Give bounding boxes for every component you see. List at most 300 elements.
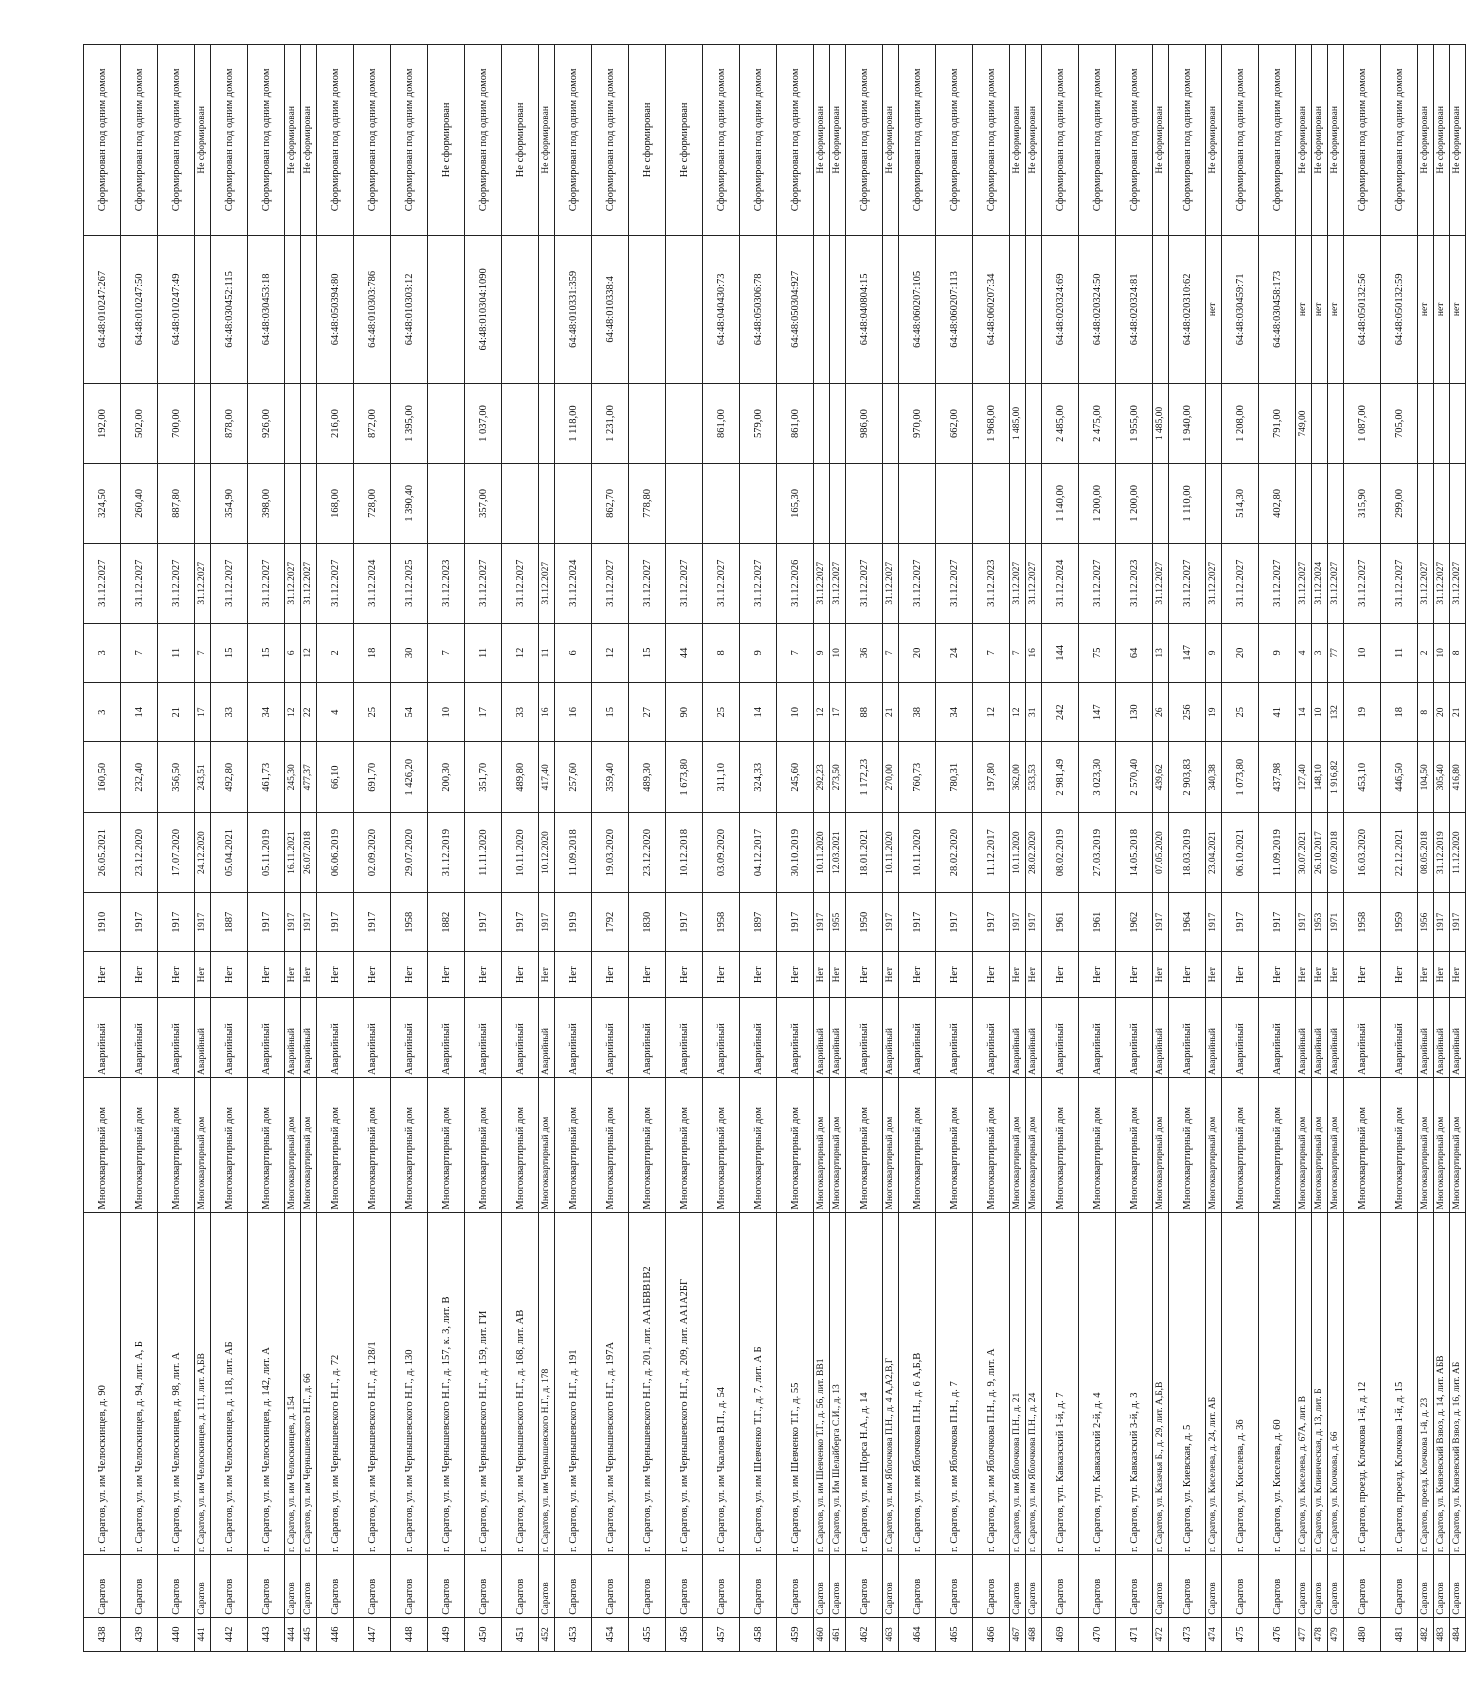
cell-area-two: 1 968,00 bbox=[973, 384, 1010, 464]
table-row bbox=[391, 45, 428, 1652]
cell-cadastral-number: 64:48:060207:34 bbox=[973, 235, 1010, 383]
cell-row-number: 480 bbox=[1344, 1617, 1381, 1651]
cell-area-two bbox=[883, 384, 899, 464]
cell-condition: Аварийный bbox=[428, 998, 465, 1078]
cell-address: г. Саратов, ул. им Челюскинцев, д. 90 bbox=[84, 1212, 121, 1554]
cell-total-area: 356,50 bbox=[158, 742, 195, 813]
cell-building-type: Многоквартирный дом bbox=[846, 1077, 883, 1212]
cell-cultural-heritage: Нет bbox=[1222, 952, 1259, 998]
cell-row-number: 472 bbox=[1153, 1617, 1169, 1651]
cell-row-number: 468 bbox=[1026, 1617, 1042, 1651]
cell-resettlement-deadline: 31.12.2027 bbox=[1344, 543, 1381, 623]
cell-row-number: 481 bbox=[1381, 1617, 1418, 1651]
cell-building-type: Многоквартирный дом bbox=[354, 1077, 391, 1212]
cell-area-two: 700,00 bbox=[158, 384, 195, 464]
cell-cadastral-number: нет bbox=[1450, 235, 1466, 383]
cell-address: г. Саратов, ул. им Челюскинцев, д. 111, лит. А,БВ bbox=[195, 1212, 211, 1554]
cell-residents-count: 25 bbox=[354, 683, 391, 742]
table-row bbox=[465, 45, 502, 1652]
cell-total-area: 245,30 bbox=[285, 742, 301, 813]
cell-rooms-count: 6 bbox=[555, 623, 592, 682]
cell-area-two bbox=[1434, 384, 1450, 464]
cell-build-year: 1917 bbox=[1153, 893, 1169, 952]
cell-resettlement-deadline: 31.12.2027 bbox=[1026, 543, 1042, 623]
cell-recognition-date: 26.05.2021 bbox=[84, 813, 121, 893]
cell-cadastral-number bbox=[830, 235, 846, 383]
cell-cultural-heritage: Нет bbox=[592, 952, 629, 998]
cell-cultural-heritage: Нет bbox=[502, 952, 539, 998]
cell-residents-count: 31 bbox=[1026, 683, 1042, 742]
cell-recognition-date: 10.11.2020 bbox=[814, 813, 830, 893]
cell-area-one bbox=[428, 463, 465, 543]
cell-row-number: 464 bbox=[899, 1617, 936, 1651]
cell-total-area: 351,70 bbox=[465, 742, 502, 813]
cell-cultural-heritage: Нет bbox=[1312, 952, 1328, 998]
cell-rooms-count: 12 bbox=[301, 623, 317, 682]
cell-condition: Аварийный bbox=[1296, 998, 1312, 1078]
cell-building-type: Многоквартирный дом bbox=[1169, 1077, 1206, 1212]
cell-area-one bbox=[936, 463, 973, 543]
cell-land-status: Сформирован под одним домом bbox=[354, 45, 391, 236]
cell-cultural-heritage: Нет bbox=[830, 952, 846, 998]
cell-building-type: Многоквартирный дом bbox=[629, 1077, 666, 1212]
cell-residents-count: 26 bbox=[1153, 683, 1169, 742]
cell-build-year: 1917 bbox=[973, 893, 1010, 952]
cell-area-one: 862,70 bbox=[592, 463, 629, 543]
cell-address: г. Саратов, ул. им Чернышевского Н.Г., д. 72 bbox=[317, 1212, 354, 1554]
cell-total-area: 437,98 bbox=[1259, 742, 1296, 813]
cell-address: г. Саратов, ул. им Чернышевского Н.Г., д. 201, лит. АА1БВВ1В2 bbox=[629, 1212, 666, 1554]
cell-city: Саратов bbox=[211, 1555, 248, 1618]
cell-address: г. Саратов, проезд. Клочкова 1-й, д. 23 bbox=[1418, 1212, 1434, 1554]
cell-cultural-heritage: Нет bbox=[539, 952, 555, 998]
table-row bbox=[936, 45, 973, 1652]
cell-area-two: 1 955,00 bbox=[1116, 384, 1153, 464]
cell-resettlement-deadline: 31.12.2027 bbox=[666, 543, 703, 623]
cell-cadastral-number bbox=[666, 235, 703, 383]
cell-condition: Аварийный bbox=[502, 998, 539, 1078]
cell-cadastral-number: 64:48:020324:69 bbox=[1042, 235, 1079, 383]
cell-build-year: 1917 bbox=[899, 893, 936, 952]
cell-rooms-count: 3 bbox=[84, 623, 121, 682]
cell-area-two: 986,00 bbox=[846, 384, 883, 464]
cell-land-status: Сформирован под одним домом bbox=[555, 45, 592, 236]
cell-area-two bbox=[1026, 384, 1042, 464]
cell-rooms-count: 36 bbox=[846, 623, 883, 682]
cell-rooms-count: 2 bbox=[317, 623, 354, 682]
cell-city: Саратов bbox=[1206, 1555, 1222, 1618]
cell-condition: Аварийный bbox=[936, 998, 973, 1078]
cell-city: Саратов bbox=[1222, 1555, 1259, 1618]
cell-residents-count: 12 bbox=[285, 683, 301, 742]
cell-total-area: 197,80 bbox=[973, 742, 1010, 813]
cell-cultural-heritage: Нет bbox=[555, 952, 592, 998]
cell-cadastral-number: 64:48:010304:1090 bbox=[465, 235, 502, 383]
table-row bbox=[354, 45, 391, 1652]
cell-total-area: 780,31 bbox=[936, 742, 973, 813]
cell-area-one bbox=[1153, 463, 1169, 543]
cell-rooms-count: 10 bbox=[1434, 623, 1450, 682]
cell-area-two: 192,00 bbox=[84, 384, 121, 464]
cell-condition: Аварийный bbox=[1312, 998, 1328, 1078]
cell-recognition-date: 10.12.2018 bbox=[666, 813, 703, 893]
cell-rooms-count: 11 bbox=[1381, 623, 1418, 682]
cell-city: Саратов bbox=[285, 1555, 301, 1618]
cell-recognition-date: 02.09.2020 bbox=[354, 813, 391, 893]
cell-cultural-heritage: Нет bbox=[121, 952, 158, 998]
cell-area-one bbox=[1026, 463, 1042, 543]
cell-row-number: 452 bbox=[539, 1617, 555, 1651]
cell-residents-count: 10 bbox=[428, 683, 465, 742]
cell-address: г. Саратов, туп. Кавказский 1-й, д. 7 bbox=[1042, 1212, 1079, 1554]
cell-residents-count: 12 bbox=[814, 683, 830, 742]
cell-land-status: Сформирован под одним домом bbox=[1344, 45, 1381, 236]
cell-build-year: 1917 bbox=[248, 893, 285, 952]
cell-resettlement-deadline: 31.12.2023 bbox=[973, 543, 1010, 623]
cell-area-two bbox=[830, 384, 846, 464]
cell-recognition-date: 28.02.2020 bbox=[1026, 813, 1042, 893]
cell-cultural-heritage: Нет bbox=[1026, 952, 1042, 998]
cell-building-type: Многоквартирный дом bbox=[973, 1077, 1010, 1212]
cell-recognition-date: 08.05.2018 bbox=[1418, 813, 1434, 893]
table-body bbox=[84, 45, 1466, 1652]
cell-build-year: 1917 bbox=[814, 893, 830, 952]
cell-city: Саратов bbox=[428, 1555, 465, 1618]
cell-land-status: Сформирован под одним домом bbox=[973, 45, 1010, 236]
table-row bbox=[846, 45, 883, 1652]
cell-area-two: 662,00 bbox=[936, 384, 973, 464]
cell-area-one: 315,90 bbox=[1344, 463, 1381, 543]
cell-cultural-heritage: Нет bbox=[465, 952, 502, 998]
cell-residents-count: 256 bbox=[1169, 683, 1206, 742]
cell-row-number: 475 bbox=[1222, 1617, 1259, 1651]
cell-rooms-count: 11 bbox=[539, 623, 555, 682]
cell-build-year: 1917 bbox=[1259, 893, 1296, 952]
cell-area-one bbox=[1010, 463, 1026, 543]
cell-residents-count: 10 bbox=[777, 683, 814, 742]
cell-build-year: 1961 bbox=[1042, 893, 1079, 952]
cell-rooms-count: 10 bbox=[1344, 623, 1381, 682]
cell-rooms-count: 20 bbox=[899, 623, 936, 682]
cell-condition: Аварийный bbox=[317, 998, 354, 1078]
cell-address: г. Саратов, ул. Киселева, д. 67А, лит. В bbox=[1296, 1212, 1312, 1554]
cell-address: г. Саратов, ул. им Челюскинцев, д. 94, лит. А, Б bbox=[121, 1212, 158, 1554]
cell-row-number: 442 bbox=[211, 1617, 248, 1651]
cell-total-area: 477,37 bbox=[301, 742, 317, 813]
cell-land-status: Сформирован под одним домом bbox=[1169, 45, 1206, 236]
cell-cadastral-number: 64:48:020324:50 bbox=[1079, 235, 1116, 383]
cell-building-type: Многоквартирный дом bbox=[317, 1077, 354, 1212]
cell-residents-count: 21 bbox=[1450, 683, 1466, 742]
cell-residents-count: 33 bbox=[211, 683, 248, 742]
table-row bbox=[317, 45, 354, 1652]
cell-rooms-count: 9 bbox=[1259, 623, 1296, 682]
cell-build-year: 1955 bbox=[830, 893, 846, 952]
cell-row-number: 484 bbox=[1450, 1617, 1466, 1651]
cell-residents-count: 147 bbox=[1079, 683, 1116, 742]
cell-building-type: Многоквартирный дом bbox=[1450, 1077, 1466, 1212]
cell-cadastral-number: нет bbox=[1434, 235, 1450, 383]
cell-resettlement-deadline: 31.12.2027 bbox=[1169, 543, 1206, 623]
cell-rooms-count: 4 bbox=[1296, 623, 1312, 682]
table-row bbox=[1296, 45, 1312, 1652]
emergency-housing-table bbox=[83, 44, 1466, 1652]
table-row bbox=[84, 45, 121, 1652]
cell-cultural-heritage: Нет bbox=[301, 952, 317, 998]
cell-total-area: 311,10 bbox=[703, 742, 740, 813]
cell-condition: Аварийный bbox=[84, 998, 121, 1078]
cell-rooms-count: 7 bbox=[121, 623, 158, 682]
cell-address: г. Саратов, ул. Казачья Б., д. 29, лит. А,Б,В bbox=[1153, 1212, 1169, 1554]
cell-residents-count: 88 bbox=[846, 683, 883, 742]
cell-building-type: Многоквартирный дом bbox=[1434, 1077, 1450, 1212]
cell-total-area: 533,53 bbox=[1026, 742, 1042, 813]
cell-recognition-date: 26.07.2018 bbox=[301, 813, 317, 893]
cell-recognition-date: 05.04.2021 bbox=[211, 813, 248, 893]
cell-row-number: 439 bbox=[121, 1617, 158, 1651]
cell-residents-count: 14 bbox=[1296, 683, 1312, 742]
cell-rooms-count: 64 bbox=[1116, 623, 1153, 682]
cell-rooms-count: 12 bbox=[502, 623, 539, 682]
cell-resettlement-deadline: 31.12.2027 bbox=[1381, 543, 1418, 623]
cell-city: Саратов bbox=[936, 1555, 973, 1618]
cell-total-area: 1 073,80 bbox=[1222, 742, 1259, 813]
cell-condition: Аварийный bbox=[1381, 998, 1418, 1078]
cell-cadastral-number: нет bbox=[1328, 235, 1344, 383]
cell-recognition-date: 12.03.2021 bbox=[830, 813, 846, 893]
cell-total-area: 2 981,49 bbox=[1042, 742, 1079, 813]
cell-build-year: 1910 bbox=[84, 893, 121, 952]
cell-condition: Аварийный bbox=[777, 998, 814, 1078]
cell-total-area: 2 903,83 bbox=[1169, 742, 1206, 813]
cell-building-type: Многоквартирный дом bbox=[1079, 1077, 1116, 1212]
cell-area-one: 728,00 bbox=[354, 463, 391, 543]
cell-rooms-count: 9 bbox=[1206, 623, 1222, 682]
cell-recognition-date: 04.12.2017 bbox=[740, 813, 777, 893]
cell-residents-count: 41 bbox=[1259, 683, 1296, 742]
cell-address: г. Саратов, ул. Князевский Взвоз, д. 14, лит. АБВ bbox=[1434, 1212, 1450, 1554]
cell-area-two: 2 475,00 bbox=[1079, 384, 1116, 464]
cell-city: Саратов bbox=[666, 1555, 703, 1618]
cell-residents-count: 34 bbox=[936, 683, 973, 742]
cell-rooms-count: 147 bbox=[1169, 623, 1206, 682]
cell-residents-count: 16 bbox=[539, 683, 555, 742]
cell-condition: Аварийный bbox=[1206, 998, 1222, 1078]
cell-area-two: 1 231,00 bbox=[592, 384, 629, 464]
cell-resettlement-deadline: 31.12.2027 bbox=[740, 543, 777, 623]
cell-area-one bbox=[539, 463, 555, 543]
cell-condition: Аварийный bbox=[465, 998, 502, 1078]
cell-area-two: 1 118,00 bbox=[555, 384, 592, 464]
cell-address: г. Саратов, ул. им Чкалова В.П., д. 54 bbox=[703, 1212, 740, 1554]
cell-build-year: 1917 bbox=[502, 893, 539, 952]
cell-build-year: 1917 bbox=[777, 893, 814, 952]
cell-building-type: Многоквартирный дом bbox=[1344, 1077, 1381, 1212]
cell-area-one: 398,00 bbox=[248, 463, 285, 543]
cell-area-one: 1 200,00 bbox=[1116, 463, 1153, 543]
cell-condition: Аварийный bbox=[629, 998, 666, 1078]
cell-recognition-date: 11.11.2020 bbox=[465, 813, 502, 893]
cell-building-type: Многоквартирный дом bbox=[465, 1077, 502, 1212]
cell-rooms-count: 2 bbox=[1418, 623, 1434, 682]
cell-area-two: 1 485,00 bbox=[1153, 384, 1169, 464]
cell-address: г. Саратов, туп. Кавказский 2-й, д. 4 bbox=[1079, 1212, 1116, 1554]
cell-total-area: 340,38 bbox=[1206, 742, 1222, 813]
cell-building-type: Многоквартирный дом bbox=[830, 1077, 846, 1212]
cell-recognition-date: 06.10.2021 bbox=[1222, 813, 1259, 893]
cell-area-two bbox=[1312, 384, 1328, 464]
cell-area-two: 878,00 bbox=[211, 384, 248, 464]
cell-building-type: Многоквартирный дом bbox=[1328, 1077, 1344, 1212]
cell-row-number: 479 bbox=[1328, 1617, 1344, 1651]
cell-build-year: 1792 bbox=[592, 893, 629, 952]
cell-recognition-date: 14.05.2018 bbox=[1116, 813, 1153, 893]
cell-cultural-heritage: Нет bbox=[1259, 952, 1296, 998]
table-row bbox=[1328, 45, 1344, 1652]
cell-area-two bbox=[301, 384, 317, 464]
cell-city: Саратов bbox=[391, 1555, 428, 1618]
cell-total-area: 200,30 bbox=[428, 742, 465, 813]
rotated-table-container bbox=[83, 44, 1462, 1652]
cell-area-two: 1 940,00 bbox=[1169, 384, 1206, 464]
cell-rooms-count: 24 bbox=[936, 623, 973, 682]
cell-cadastral-number: нет bbox=[1296, 235, 1312, 383]
cell-row-number: 443 bbox=[248, 1617, 285, 1651]
cell-cadastral-number: 64:48:030459:71 bbox=[1222, 235, 1259, 383]
cell-building-type: Многоквартирный дом bbox=[666, 1077, 703, 1212]
cell-city: Саратов bbox=[1169, 1555, 1206, 1618]
cell-total-area: 160,50 bbox=[84, 742, 121, 813]
cell-address: г. Саратов, ул. им Чернышевского Н.Г., д. 128/1 bbox=[354, 1212, 391, 1554]
cell-condition: Аварийный bbox=[1328, 998, 1344, 1078]
cell-resettlement-deadline: 31.12.2027 bbox=[936, 543, 973, 623]
cell-building-type: Многоквартирный дом bbox=[1296, 1077, 1312, 1212]
cell-resettlement-deadline: 31.12.2027 bbox=[1079, 543, 1116, 623]
cell-city: Саратов bbox=[1010, 1555, 1026, 1618]
cell-total-area: 292,23 bbox=[814, 742, 830, 813]
cell-land-status: Сформирован под одним домом bbox=[1259, 45, 1296, 236]
cell-row-number: 470 bbox=[1079, 1617, 1116, 1651]
cell-rooms-count: 18 bbox=[354, 623, 391, 682]
cell-area-one: 1 200,00 bbox=[1079, 463, 1116, 543]
cell-residents-count: 25 bbox=[1222, 683, 1259, 742]
cell-recognition-date: 07.09.2018 bbox=[1328, 813, 1344, 893]
cell-building-type: Многоквартирный дом bbox=[883, 1077, 899, 1212]
cell-resettlement-deadline: 31.12.2027 bbox=[1450, 543, 1466, 623]
cell-row-number: 457 bbox=[703, 1617, 740, 1651]
cell-city: Саратов bbox=[1153, 1555, 1169, 1618]
cell-resettlement-deadline: 31.12.2027 bbox=[1010, 543, 1026, 623]
cell-address: г. Саратов, ул. им Чернышевского Н.Г., д. 191 bbox=[555, 1212, 592, 1554]
cell-area-one: 354,90 bbox=[211, 463, 248, 543]
cell-land-status: Сформирован под одним домом bbox=[777, 45, 814, 236]
cell-recognition-date: 26.10.2017 bbox=[1312, 813, 1328, 893]
cell-condition: Аварийный bbox=[592, 998, 629, 1078]
table-row bbox=[428, 45, 465, 1652]
cell-cadastral-number: нет bbox=[1312, 235, 1328, 383]
cell-address: г. Саратов, ул. им Чернышевского Н.Г., д. 178 bbox=[539, 1212, 555, 1554]
cell-row-number: 477 bbox=[1296, 1617, 1312, 1651]
cell-row-number: 447 bbox=[354, 1617, 391, 1651]
cell-city: Саратов bbox=[1042, 1555, 1079, 1618]
cell-total-area: 359,40 bbox=[592, 742, 629, 813]
cell-resettlement-deadline: 31.12.2027 bbox=[84, 543, 121, 623]
cell-build-year: 1830 bbox=[629, 893, 666, 952]
cell-condition: Аварийный bbox=[158, 998, 195, 1078]
cell-building-type: Многоквартирный дом bbox=[555, 1077, 592, 1212]
cell-area-two: 2 485,00 bbox=[1042, 384, 1079, 464]
cell-cultural-heritage: Нет bbox=[936, 952, 973, 998]
cell-row-number: 453 bbox=[555, 1617, 592, 1651]
cell-cultural-heritage: Нет bbox=[899, 952, 936, 998]
cell-resettlement-deadline: 31.12.2027 bbox=[1222, 543, 1259, 623]
cell-total-area: 1 673,80 bbox=[666, 742, 703, 813]
table-row bbox=[1010, 45, 1026, 1652]
cell-row-number: 471 bbox=[1116, 1617, 1153, 1651]
cell-resettlement-deadline: 31.12.2027 bbox=[1206, 543, 1222, 623]
cell-cadastral-number: 64:48:060207:113 bbox=[936, 235, 973, 383]
cell-condition: Аварийный bbox=[539, 998, 555, 1078]
cell-condition: Аварийный bbox=[391, 998, 428, 1078]
cell-cultural-heritage: Нет bbox=[1116, 952, 1153, 998]
cell-land-status: Сформирован под одним домом bbox=[465, 45, 502, 236]
cell-condition: Аварийный bbox=[883, 998, 899, 1078]
cell-building-type: Многоквартирный дом bbox=[777, 1077, 814, 1212]
cell-city: Саратов bbox=[899, 1555, 936, 1618]
cell-area-two: 872,00 bbox=[354, 384, 391, 464]
cell-cultural-heritage: Нет bbox=[1169, 952, 1206, 998]
cell-resettlement-deadline: 31.12.2027 bbox=[703, 543, 740, 623]
cell-rooms-count: 9 bbox=[740, 623, 777, 682]
cell-area-one: 1 390,40 bbox=[391, 463, 428, 543]
cell-cultural-heritage: Нет bbox=[1328, 952, 1344, 998]
cell-area-one: 1 140,00 bbox=[1042, 463, 1079, 543]
cell-residents-count: 17 bbox=[465, 683, 502, 742]
cell-land-status: Сформирован под одним домом bbox=[1116, 45, 1153, 236]
cell-recognition-date: 07.05.2020 bbox=[1153, 813, 1169, 893]
cell-condition: Аварийный bbox=[1153, 998, 1169, 1078]
cell-address: г. Саратов, ул. Клочкова, д. 66 bbox=[1328, 1212, 1344, 1554]
cell-land-status: Сформирован под одним домом bbox=[158, 45, 195, 236]
cell-rooms-count: 20 bbox=[1222, 623, 1259, 682]
cell-address: г. Саратов, ул. им Щорса Н.А., д. 14 bbox=[846, 1212, 883, 1554]
cell-rooms-count: 12 bbox=[592, 623, 629, 682]
cell-recognition-date: 10.11.2020 bbox=[1010, 813, 1026, 893]
cell-city: Саратов bbox=[502, 1555, 539, 1618]
cell-row-number: 465 bbox=[936, 1617, 973, 1651]
cell-address: г. Саратов, ул. Клиническая, д. 13, лит. Б bbox=[1312, 1212, 1328, 1554]
cell-row-number: 483 bbox=[1434, 1617, 1450, 1651]
cell-row-number: 459 bbox=[777, 1617, 814, 1651]
cell-building-type: Многоквартирный дом bbox=[814, 1077, 830, 1212]
cell-row-number: 455 bbox=[629, 1617, 666, 1651]
cell-building-type: Многоквартирный дом bbox=[391, 1077, 428, 1212]
cell-area-two: 1 037,00 bbox=[465, 384, 502, 464]
cell-area-one bbox=[814, 463, 830, 543]
cell-residents-count: 17 bbox=[195, 683, 211, 742]
cell-build-year: 1917 bbox=[936, 893, 973, 952]
cell-area-one bbox=[1450, 463, 1466, 543]
cell-building-type: Многоквартирный дом bbox=[936, 1077, 973, 1212]
table-row bbox=[629, 45, 666, 1652]
cell-row-number: 438 bbox=[84, 1617, 121, 1651]
cell-area-one bbox=[502, 463, 539, 543]
cell-building-type: Многоквартирный дом bbox=[1222, 1077, 1259, 1212]
cell-recognition-date: 30.10.2019 bbox=[777, 813, 814, 893]
cell-rooms-count: 7 bbox=[1010, 623, 1026, 682]
cell-building-type: Многоквартирный дом bbox=[1259, 1077, 1296, 1212]
cell-row-number: 449 bbox=[428, 1617, 465, 1651]
